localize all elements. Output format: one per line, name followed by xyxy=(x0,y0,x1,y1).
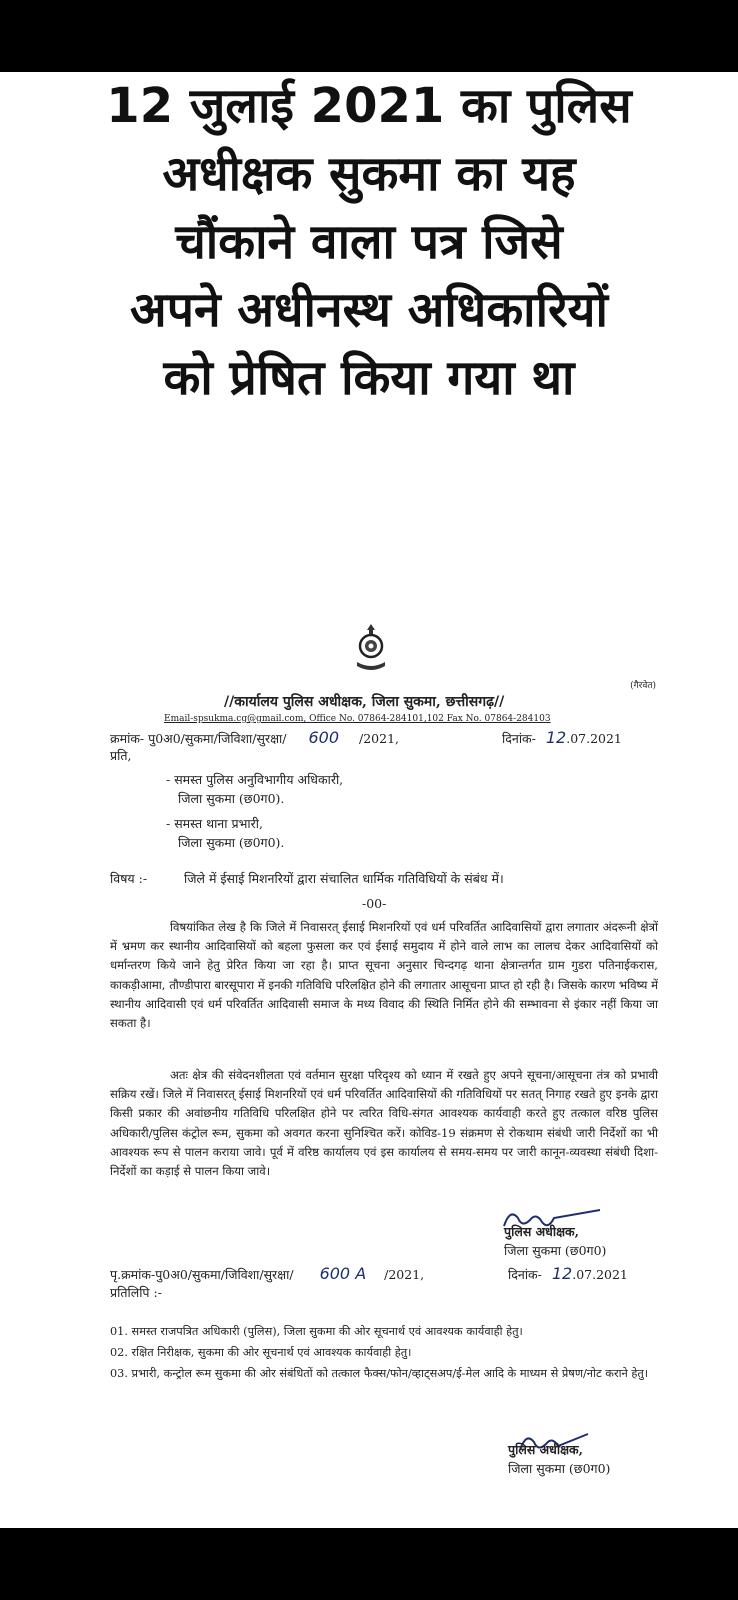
recipient-1-title: - समस्त पुलिस अनुविभागीय अधिकारी, xyxy=(166,772,344,787)
signature-2-place: जिला सुकमा (छ0ग0) xyxy=(508,1461,611,1476)
separator: -00- xyxy=(362,896,387,911)
reference-2-line xyxy=(110,1264,424,1283)
headline-line-5: को प्रेषित किया गया था xyxy=(163,350,575,406)
date-label: दिनांक- xyxy=(502,731,536,746)
date-2-line xyxy=(508,1264,628,1283)
signature-1-place: जिला सुकमा (छ0ग0) xyxy=(504,1243,607,1258)
prati-label: प्रति, xyxy=(110,748,132,763)
date-suffix: .07.2021 xyxy=(566,731,622,746)
paragraph-1-text: विषयांकित लेख है कि जिले में निवासरत् ईसाई मिशनरियों एवं धर्म परिवर्तित आदिवासियों द्वारा लगातार अंदरूनी क्षेत्रों में भ्रमण कर स्थानीय आदिवासियों को बहला फुसला कर एवं ईसाई समुदाय में होने वाले लाभ का लालच देकर आदिवासियों को धर्मान्तरण किये जाने हेतु प्रेरित किया जा रहा है। प्राप्त सूचना अनुसार चिन्दगढ़ थाना क्षेत्रान्तर्गत ग्राम गुडरा पतिनाईकरास, काकड़ीआमा, तौण्डीपारा बारसूपारा में इनकी गतिविधि परिलक्षित होने की लगातार आसूचना प्राप्त हो रही है। जिसके कारण भविष्य में स्थानीय आदिवासी एवं धर्म परिवर्तित आदिवासी समाज के मध्य विवाद की स्थिति निर्मित होने की सम्भावना से इंकार नहीं किया जा सकता है। xyxy=(110,920,658,1031)
copy-label: प्रतिलिपि :- xyxy=(110,1285,162,1300)
headline-line-3: चौंकाने वाला पत्र जिसे xyxy=(175,214,563,270)
reference-2-number: पृ.क्रमांक-पु0अ0/सुकमा/जिविशा/सुरक्षा/ xyxy=(110,1267,294,1282)
police-emblem-icon xyxy=(352,622,390,674)
reference-2-year: /2021, xyxy=(384,1267,425,1282)
copy-item: 03. प्रभारी, कन्ट्रोल रूम सुकमा की ओर संबंधितों को तत्काल फैक्स/फोन/व्हाट्सअप/ई-मेल आदि के माध्यम से प्रेषण/नोट कराने हेतु। xyxy=(110,1367,649,1380)
recipient-2-title: - समस्त थाना प्रभारी, xyxy=(166,816,263,831)
reference-number: क्रमांक- पु0अ0/सुकमा/जिविशा/सुरक्षा/ xyxy=(110,731,287,746)
signature-2-title: पुलिस अधीक्षक, xyxy=(508,1442,584,1457)
recipient-2-place: जिला सुकमा (छ0ग0). xyxy=(178,835,285,850)
copy-item: 01. समस्त राजपत्रित अधिकारी (पुलिस), जिला सुकमा की ओर सूचनार्थ एवं आवश्यक कार्यवाही हेतु। xyxy=(110,1325,523,1338)
reference-line xyxy=(110,728,399,747)
reference-year: /2021, xyxy=(359,731,399,746)
subject-label: विषय :- xyxy=(110,871,148,886)
recipient-1-place: जिला सुकमा (छ0ग0). xyxy=(178,791,285,806)
office-heading: //कार्यालय पुलिस अधीक्षक, जिला सुकमा, छत्तीसगढ़// xyxy=(224,694,505,710)
headline-line-2: अधीक्षक सुकमा का यह xyxy=(162,146,576,202)
headline-line-1: 12 जुलाई 2021 का पुलिस xyxy=(106,78,632,134)
subject-text: जिले में ईसाई मिशनरियों द्वारा संचालित धार्मिक गतिविधियों के संबंध में। xyxy=(184,871,504,886)
headline-line-4: अपने अधीनस्थ अधिकारियों xyxy=(130,282,608,338)
signature-1-title: पुलिस अधीक्षक, xyxy=(504,1224,580,1239)
signature-1 xyxy=(504,1222,606,1260)
reference-handwritten: 600 xyxy=(308,728,340,747)
paragraph-2 xyxy=(110,1066,658,1181)
date-2-handwritten: 12 xyxy=(551,1264,573,1283)
copy-item: 02. रक्षित निरीक्षक, सुकमा की ओर सूचनार्थ एवं आवश्यक कार्यवाही हेतु। xyxy=(110,1346,412,1359)
corner-mark: (गैरवेत) xyxy=(630,681,656,691)
navigation-bar xyxy=(0,1528,738,1600)
status-bar xyxy=(0,0,738,72)
contact-line: Email-spsukma.cg@gmail.com, Office No. 07864-284101,102 Fax No. 07864-284103 xyxy=(164,714,551,724)
reference-2-handwritten: 600 A xyxy=(319,1264,367,1283)
paragraph-1 xyxy=(110,918,658,1033)
date-2-suffix: .07.2021 xyxy=(572,1267,628,1282)
recipient-1 xyxy=(166,770,343,808)
paragraph-2-text: अतः क्षेत्र की संवेदनशीलता एवं वर्तमान सुरक्षा परिदृश्य को ध्यान में रखते हुए अपने सूचना/आसूचना तंत्र को प्रभावी सक्रिय रखें। जिले में निवासरत् ईसाई मिशनरियों एवं धर्म परिवर्तित आदिवासियों की गतिविधियों पर सतत् निगाह रखते हुए इनके द्वारा किसी प्रकार की अवांछनीय गतिविधि परिलक्षित होने पर त्वरित विधि-संगत आवश्यक कार्यवाही करते हुए तत्काल वरिष्ठ पुलिस अधिकारी/पुलिस कंट्रोल रूम, सुकमा को अवगत करना सुनिश्चित करें। कोविड-19 संक्रमण से रोकथाम संबंधी जारी निर्देशों का भी आवश्यक रूप से पालन कराया जावे। पूर्व में वरिष्ठ कार्यालय एवं इस कार्यालय से समय-समय पर जारी कानून-व्यवस्था संबंधी दिशा-निर्देशों का कड़ाई से पालन किया जावे। xyxy=(110,1068,658,1179)
copy-list xyxy=(110,1322,658,1385)
signature-2 xyxy=(508,1440,610,1478)
headline xyxy=(20,72,718,412)
date-handwritten: 12 xyxy=(545,728,567,747)
recipient-2 xyxy=(166,814,284,852)
police-letter xyxy=(104,594,664,1514)
date-2-label: दिनांक- xyxy=(508,1267,542,1282)
date-line xyxy=(502,728,622,747)
